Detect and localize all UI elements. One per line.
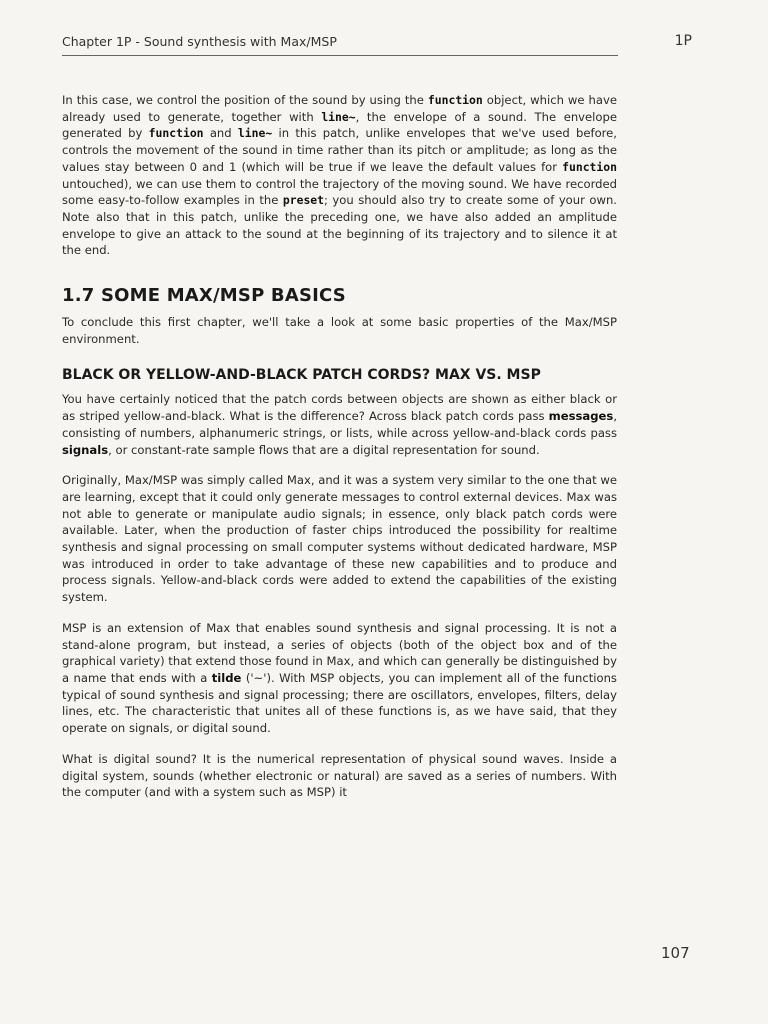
chapter-code: 1P — [674, 33, 692, 49]
text-run: in this patch, unlike envelopes that we've used before, controls the movement of the sound in time rather than its pitch or amplitude; as long as the values stay between 0 and 1 (which will be true if we leave the default values for — [62, 126, 617, 174]
bold-term-signals: signals — [62, 442, 109, 457]
paragraph-patch-cords — [62, 391, 617, 458]
paragraph-function-object — [62, 92, 617, 259]
page-number: 107 — [661, 944, 690, 962]
text-run: and — [203, 126, 238, 141]
text-run: You have certainly noticed that the patch cords between objects are shown as either black or as striped yellow-and-black. What is the difference? Across black patch cords pass — [62, 392, 617, 424]
text-run: , consisting of numbers, alphanumeric strings, or lists, while across yellow-and-black cords pass — [62, 409, 617, 440]
code-preset: preset — [282, 193, 325, 208]
code-function: function — [148, 126, 204, 141]
text-run: , the envelope of a sound. The envelope generated by — [62, 109, 617, 141]
section-heading: 1.7 SOME MAX/MSP BASICS — [62, 285, 346, 307]
section-intro: To conclude this first chapter, we'll take a look at some basic properties of the Max/MSP environment. — [62, 315, 617, 346]
paragraph-history: Originally, Max/MSP was simply called Max, and it was a system very similar to the one that we are learning, except that it could only generate messages to control external devices. Max was not able to generate or manipulate audio signals; in essence, only black patch cords were available. Later, when the production of faster chips introduced the possibility for realtime synthesis and signal processing on small computer systems without dedicated hardware, MSP was introduced in order to take advantage of these new capabilities and to produce and process signals. Yellow-and-black cords were added to extend the capabilities of the existing system. — [62, 473, 617, 605]
bold-term-messages: messages — [548, 409, 614, 424]
code-function: function — [427, 93, 483, 107]
subsection-heading: BLACK OR YELLOW-AND-BLACK PATCH CORDS? MAX VS. MSP — [62, 367, 541, 384]
chapter-title: Chapter 1P - Sound synthesis with Max/MSP — [62, 34, 337, 49]
code-function: function — [562, 159, 617, 174]
text-run: In this case, we control the position of the sound by using the — [62, 93, 428, 107]
bold-term-tilde: tilde — [211, 670, 242, 685]
text-run: untouched), we can use them to control the trajectory of the moving sound. We have recorded some easy-to-follow examples in the — [62, 176, 617, 208]
text-run: , or constant-rate sample flows that are a digital representation for sound. — [108, 442, 540, 457]
code-line: line~ — [321, 109, 356, 124]
text-run: object, which we have already used to generate, together with — [62, 93, 617, 124]
running-header — [62, 34, 694, 56]
paragraph-msp-extension — [62, 620, 617, 737]
paragraph-digital-sound: What is digital sound? It is the numerical representation of physical sound waves. Inside a digital system, sounds (whether electronic or natural) are saved as a series of numbers. With the computer (and with a system such as MSP) it — [62, 751, 617, 800]
text-run: ('~'). With MSP objects, you can implement all of the functions typical of sound synthesis and signal processing; there are oscillators, envelopes, filters, delay lines, etc. The characteristic that unites all of these functions is, as we have said, that they operate on signals, or digital sound. — [62, 670, 617, 736]
header-rule — [62, 55, 618, 56]
text-run: MSP is an extension of Max that enables sound synthesis and signal processing. It is not a stand-alone program, but instead, a series of objects (both of the object box and of the graphical variety) that extend those found in Max, and which can generally be distinguished by a name that ends with a — [62, 620, 617, 685]
page-body — [62, 92, 617, 801]
code-line: line~ — [237, 126, 273, 141]
text-run: ; you should also try to create some of your own. Note also that in this patch, unlike the preceding one, we have also added an amplitude envelope to give an attack to the sound at the beginning of its trajectory and to silence it at the end. — [62, 193, 617, 258]
